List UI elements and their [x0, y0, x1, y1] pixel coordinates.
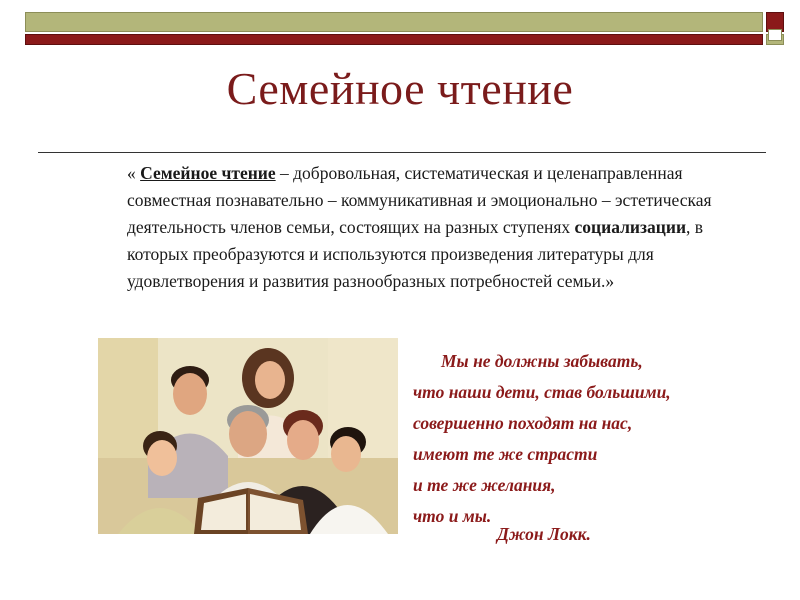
corner-square-white: [768, 29, 782, 41]
quote-author: Джон Локк.: [497, 524, 591, 544]
definition-term: Семейное чтение: [140, 163, 276, 183]
slide-title: Семейное чтение: [226, 63, 574, 114]
definition-open-quote: «: [127, 163, 141, 183]
header-band-olive: [25, 12, 763, 32]
quote-line: и те же желания,: [413, 475, 556, 495]
title-divider: [38, 152, 766, 153]
family-reading-photo: [98, 338, 398, 534]
quote-line: что наши дети, став большими,: [413, 382, 671, 402]
definition-paragraph: [127, 160, 767, 295]
locke-quote: [413, 346, 773, 544]
definition-bold-word: социализации: [574, 217, 687, 237]
quote-line: Мы не должны забывать,: [441, 351, 643, 371]
quote-line: имеют те же страсти: [413, 444, 598, 464]
quote-line: совершенно походят на нас,: [413, 413, 633, 433]
definition-text-1: – добровольная, систематическая и целенаправленная совместная познавательно – коммуникативная и эмоционально – эстетическая деятельность членов семьи, состоящих на разных ступенях: [127, 163, 712, 237]
header-band-red: [25, 34, 763, 45]
quote-line: что и мы.: [413, 506, 492, 526]
definition-text-2: , в которых преобразуются и используются произведения литературы для удовлетворения и развития разнообразных потребностей семьи.»: [127, 217, 704, 291]
